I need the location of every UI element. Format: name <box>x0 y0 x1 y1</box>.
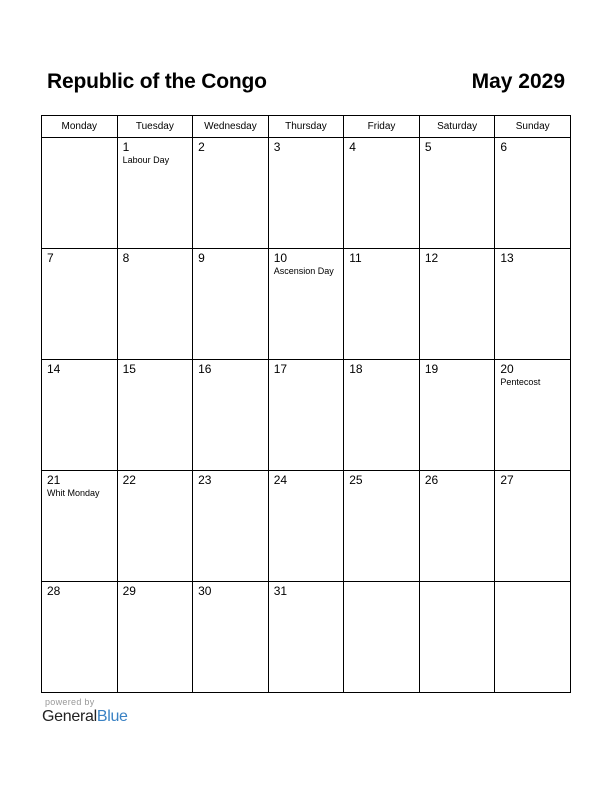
calendar-week-row <box>42 471 571 582</box>
day-number: 7 <box>47 251 54 265</box>
day-number: 25 <box>349 473 363 487</box>
day-cell-content <box>344 471 419 487</box>
calendar-day-cell[interactable] <box>495 582 571 693</box>
footer-branding <box>42 697 128 726</box>
day-number: 26 <box>424 473 439 487</box>
day-number: 16 <box>198 362 212 376</box>
day-cell-content <box>42 582 117 598</box>
calendar-day-cell[interactable] <box>193 582 269 693</box>
calendar-day-cell[interactable] <box>117 360 193 471</box>
day-cell-content <box>118 471 193 487</box>
calendar-day-cell[interactable] <box>344 582 420 693</box>
day-number: 18 <box>349 362 363 376</box>
calendar-day-cell[interactable] <box>268 249 344 360</box>
day-cell-content <box>495 360 570 389</box>
day-number: 3 <box>273 140 281 154</box>
day-cell-content <box>420 360 495 376</box>
calendar-day-cell[interactable] <box>117 471 193 582</box>
day-cell-content <box>495 471 570 487</box>
day-number: 31 <box>273 584 288 598</box>
day-cell-content <box>269 360 344 376</box>
day-cell-content <box>193 582 268 598</box>
weekday-header: Thursday <box>268 116 344 138</box>
day-number: 19 <box>424 362 439 376</box>
weekday-header: Wednesday <box>193 116 269 138</box>
day-cell-content <box>42 360 117 376</box>
calendar-month-title: May 2029 <box>471 70 565 93</box>
day-number: 17 <box>273 362 288 376</box>
calendar-day-cell[interactable] <box>495 249 571 360</box>
day-cell-content <box>118 360 193 376</box>
day-cell-content <box>269 582 344 598</box>
calendar-day-cell[interactable] <box>344 249 420 360</box>
calendar-country-title: Republic of the Congo <box>47 70 267 93</box>
day-cell-content <box>420 249 495 265</box>
day-number: 20 <box>500 362 514 376</box>
calendar-day-cell[interactable] <box>419 582 495 693</box>
calendar-day-cell[interactable] <box>344 360 420 471</box>
day-number: 9 <box>198 251 205 265</box>
calendar-day-cell[interactable] <box>42 138 118 249</box>
day-cell-content <box>269 471 344 487</box>
day-number: 15 <box>122 362 136 376</box>
day-number: 2 <box>198 140 205 154</box>
calendar-day-cell[interactable] <box>268 582 344 693</box>
day-cell-content <box>118 249 193 265</box>
day-cell-content <box>118 138 193 167</box>
day-cell-content <box>495 138 570 154</box>
day-cell-content <box>344 360 419 376</box>
brand-text-general: General <box>42 708 97 725</box>
calendar-week-row <box>42 138 571 249</box>
calendar-week-row <box>42 249 571 360</box>
brand-text-blue: Blue <box>96 708 128 725</box>
calendar-day-cell[interactable] <box>42 249 118 360</box>
weekday-header: Friday <box>344 116 420 138</box>
day-number: 8 <box>122 251 130 265</box>
day-number: 10 <box>273 251 288 265</box>
day-number: 4 <box>349 140 356 154</box>
day-number: 5 <box>424 140 432 154</box>
day-cell-content <box>344 138 419 154</box>
day-number: 1 <box>122 140 130 154</box>
weekday-header: Sunday <box>495 116 571 138</box>
holiday-label: Whit Monday <box>47 488 100 498</box>
day-number: 12 <box>424 251 439 265</box>
calendar-day-cell[interactable] <box>419 471 495 582</box>
day-cell-content <box>344 249 419 265</box>
calendar-day-cell[interactable] <box>344 138 420 249</box>
calendar-day-cell[interactable] <box>42 360 118 471</box>
calendar-day-cell[interactable] <box>495 471 571 582</box>
day-cell-content <box>495 582 570 584</box>
day-cell-content <box>193 471 268 487</box>
calendar-day-cell[interactable] <box>42 471 118 582</box>
day-cell-content <box>193 360 268 376</box>
day-cell-content <box>420 582 495 584</box>
day-number: 21 <box>47 473 61 487</box>
calendar-day-cell[interactable] <box>268 138 344 249</box>
holiday-label: Ascension Day <box>273 266 334 276</box>
day-number: 13 <box>500 251 514 265</box>
holiday-label: Labour Day <box>122 155 170 165</box>
calendar-day-cell[interactable] <box>419 249 495 360</box>
calendar-day-cell[interactable] <box>419 360 495 471</box>
weekday-header: Monday <box>42 116 118 138</box>
day-cell-content <box>269 138 344 154</box>
day-cell-content <box>420 138 495 154</box>
day-number: 22 <box>122 473 136 487</box>
day-number: 24 <box>273 473 288 487</box>
calendar-day-cell[interactable] <box>495 360 571 471</box>
calendar-week-row <box>42 360 571 471</box>
calendar-day-cell[interactable] <box>193 471 269 582</box>
calendar-day-cell[interactable] <box>268 360 344 471</box>
day-cell-content <box>42 249 117 265</box>
calendar-day-cell[interactable] <box>42 582 118 693</box>
day-number: 30 <box>198 584 212 598</box>
day-cell-content <box>269 249 344 278</box>
generalblue-logo[interactable] <box>42 708 128 726</box>
day-number: 11 <box>349 251 362 265</box>
weekday-header-row <box>42 116 571 138</box>
calendar-day-cell[interactable] <box>268 471 344 582</box>
day-cell-content <box>42 471 117 500</box>
weekday-header: Saturday <box>419 116 495 138</box>
day-number: 23 <box>198 473 212 487</box>
calendar-day-cell[interactable] <box>344 471 420 582</box>
day-number: 14 <box>47 362 61 376</box>
weekday-header: Tuesday <box>117 116 193 138</box>
day-cell-content <box>420 471 495 487</box>
powered-by-label: powered by <box>45 697 95 707</box>
day-cell-content <box>193 138 268 154</box>
calendar-day-cell[interactable] <box>117 138 193 249</box>
calendar-day-cell[interactable] <box>117 249 193 360</box>
day-number: 29 <box>122 584 136 598</box>
holiday-label: Pentecost <box>500 377 541 387</box>
calendar-day-cell[interactable] <box>495 138 571 249</box>
day-cell-content <box>344 582 419 584</box>
day-cell-content <box>118 582 193 598</box>
calendar-day-cell[interactable] <box>193 360 269 471</box>
day-number: 27 <box>500 473 514 487</box>
day-cell-content <box>42 138 117 140</box>
calendar-grid <box>41 115 571 693</box>
calendar-body <box>42 138 571 693</box>
day-number: 28 <box>47 584 61 598</box>
day-cell-content <box>495 249 570 265</box>
calendar-day-cell[interactable] <box>117 582 193 693</box>
day-number: 6 <box>500 140 508 154</box>
calendar-week-row <box>42 582 571 693</box>
day-cell-content <box>193 249 268 265</box>
calendar-day-cell[interactable] <box>193 138 269 249</box>
calendar-day-cell[interactable] <box>419 138 495 249</box>
calendar-day-cell[interactable] <box>193 249 269 360</box>
